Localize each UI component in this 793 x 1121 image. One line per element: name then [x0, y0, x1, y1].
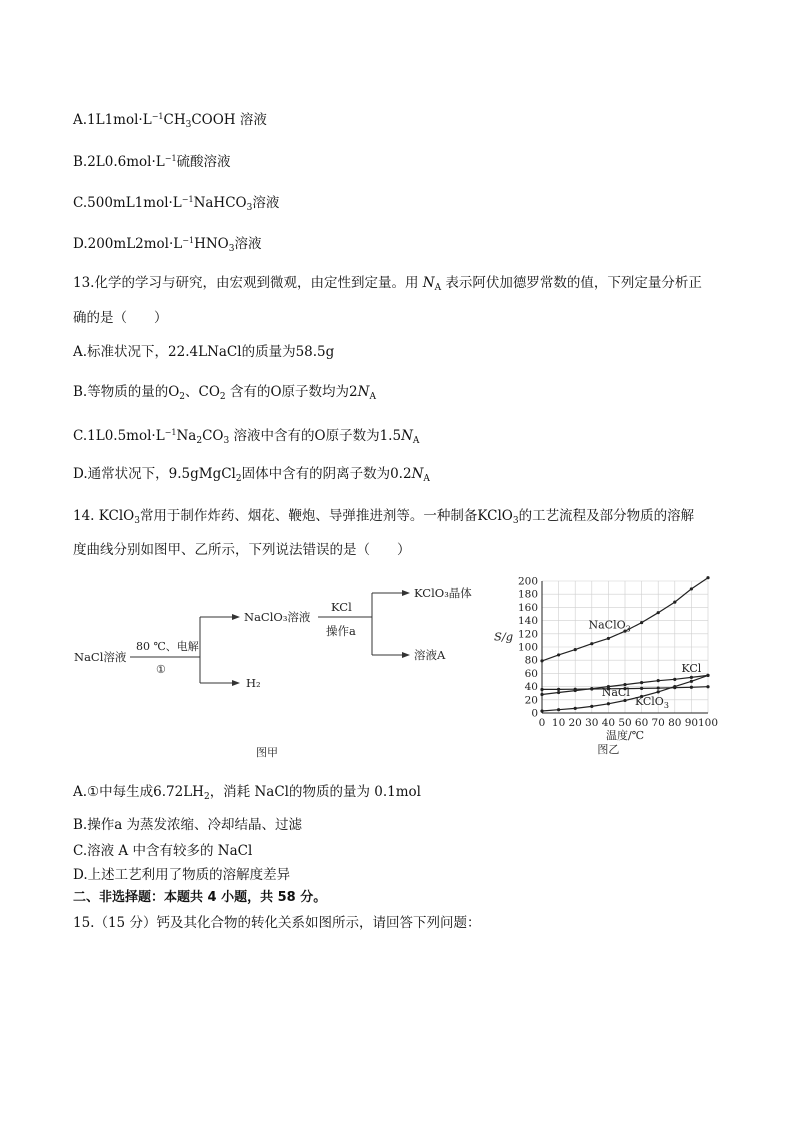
data-point-naclo3 [706, 576, 709, 579]
data-point-nacl [690, 686, 693, 689]
y-tick-label: 80 [524, 654, 538, 667]
data-point-nacl [540, 688, 543, 691]
data-point-naclo3 [607, 637, 610, 640]
data-point-naclo3 [590, 642, 593, 645]
data-point-kclo3 [690, 680, 693, 683]
y-tick-label: 100 [517, 641, 538, 654]
data-point-nacl [640, 687, 643, 690]
q12-option-b: $B.2L0.6mol\cdot L^{-1}$硫酸溶液 [73, 154, 231, 170]
flow-step: ① [156, 663, 166, 676]
data-point-kclo3 [673, 685, 676, 688]
y-tick-label: 60 [524, 667, 538, 680]
x-axis-label: 温度/℃ [605, 729, 645, 742]
y-tick-label: 160 [517, 601, 538, 614]
data-point-naclo3 [690, 587, 693, 590]
flow-out1: KClO₃晶体 [414, 586, 472, 600]
x-tick-label: 30 [585, 717, 599, 729]
q14-option-a: A.①中每生成$6.72LH_2$，消耗 NaCl的物质的量为 0.1mol [73, 784, 421, 802]
q12-option-c: $C.500mL1mol\cdot L^{-1}NaHCO_3$溶液 [73, 195, 280, 213]
flow-reagent: KCl [331, 600, 352, 614]
data-point-nacl [574, 688, 577, 691]
q13-option-a: A.标准状况下，22.4LNaCl的质量为58.5g [73, 344, 335, 360]
series-label-kcl: KCl [681, 662, 702, 676]
y-axis-label: S/g [494, 629, 514, 644]
data-point-kclo3 [590, 705, 593, 708]
solubility-chart [490, 568, 730, 763]
flow-start: NaCl溶液 [74, 650, 127, 664]
x-tick-label: 90 [684, 717, 699, 729]
data-point-kclo3 [557, 708, 560, 711]
flow-operation: 操作a [326, 624, 356, 638]
q12-option-d: $D.200mL2mol\cdot L^{-1}HNO_3$溶液 [73, 236, 262, 254]
flow-condition: 80 ℃、电解 [136, 640, 199, 653]
data-point-kclo3 [607, 702, 610, 705]
x-tick-label: 60 [634, 717, 649, 729]
data-point-naclo3 [640, 621, 643, 624]
q13-stem-line1: 13.化学的学习与研究，由宏观到微观，由定性到定量。用 $N_A$ 表示阿伏加德罗常数的值，下列定量分析正 [73, 275, 702, 293]
x-tick-label: 80 [668, 717, 682, 729]
data-point-nacl [557, 688, 560, 691]
data-point-kclo3 [706, 674, 709, 677]
data-point-nacl [706, 685, 709, 688]
data-point-nacl [657, 686, 660, 689]
data-point-kclo3 [540, 709, 543, 712]
y-tick-label: 140 [517, 615, 538, 628]
data-point-naclo3 [574, 648, 577, 651]
flow-mid: NaClO₃溶液 [244, 610, 311, 624]
flow-diagram [70, 575, 490, 765]
x-tick-label: 100 [697, 717, 719, 729]
q13-option-d: D.通常状况下，9.5gMgCl$_2$固体中含有的阴离子数为$0.2N_A$ [73, 466, 430, 484]
data-point-kclo3 [623, 699, 626, 702]
q14-option-c: C.溶液 A 中含有较多的 NaCl [73, 843, 253, 859]
chart-caption: 图乙 [597, 743, 620, 756]
x-tick-label: 70 [651, 717, 665, 729]
y-tick-label: 20 [524, 694, 538, 707]
data-point-kcl [640, 681, 643, 684]
q14-option-d: D.上述工艺利用了物质的溶解度差异 [73, 867, 291, 883]
series-label-nacl: NaCl [601, 685, 630, 699]
y-tick-label: 120 [517, 628, 538, 641]
y-tick-label: 0 [531, 707, 538, 720]
y-tick-label: 200 [517, 575, 538, 588]
q14-stem-line1: 14. KClO$_3$常用于制作炸药、烟花、鞭炮、导弹推进剂等。一种制备KClO$_3$的工艺流程及部分物质的溶解 [73, 508, 695, 526]
flow-caption: 图甲 [256, 746, 278, 759]
x-tick-label: 10 [551, 717, 566, 729]
q12-option-a: $A.1L1mol\cdot L^{-1}CH_3COOH$ 溶液 [73, 112, 267, 130]
data-point-kcl [657, 679, 660, 682]
flow-out2: 溶液A [414, 648, 446, 662]
data-point-naclo3 [540, 659, 543, 662]
series-label-naclo3: NaClO$_3$ [588, 618, 631, 634]
x-tick-label: 50 [618, 717, 632, 729]
y-tick-label: 40 [524, 681, 538, 694]
data-point-naclo3 [557, 653, 560, 656]
y-tick-label: 180 [517, 588, 538, 601]
data-point-kcl [673, 678, 676, 681]
q13-option-b: B.等物质的量的$O_2$、$CO_2$ 含有的O原子数均为$2N_A$ [73, 384, 376, 402]
data-point-naclo3 [673, 601, 676, 604]
data-point-kcl [540, 693, 543, 696]
x-tick-label: 0 [538, 717, 546, 729]
section-heading: 二、非选择题：本题共 4 小题，共 58 分。 [73, 890, 327, 905]
data-point-kclo3 [657, 690, 660, 693]
x-tick-label: 20 [568, 717, 582, 729]
q13-option-c: $C.1L0.5mol\cdot L^{-1}Na_2CO_3$ 溶液中含有的O原子数为$1.5N_A$ [73, 428, 420, 446]
q14-stem-line2: 度曲线分别如图甲、乙所示，下列说法错误的是（ ） [73, 542, 411, 558]
data-point-kcl [557, 691, 560, 694]
x-tick-label: 40 [601, 717, 616, 729]
series-label-kclo3: KClO$_3$ [634, 695, 669, 711]
q14-option-b: B.操作a 为蒸发浓缩、冷却结晶、过滤 [73, 817, 303, 833]
data-point-naclo3 [657, 611, 660, 614]
q13-stem-line2: 确的是（ ） [73, 310, 168, 326]
data-point-nacl [590, 687, 593, 690]
flow-gas: H₂ [246, 676, 261, 690]
data-point-kcl [690, 676, 693, 679]
q15-stem: 15.（15 分）钙及其化合物的转化关系如图所示，请回答下列问题： [73, 915, 481, 931]
data-point-kclo3 [574, 707, 577, 710]
